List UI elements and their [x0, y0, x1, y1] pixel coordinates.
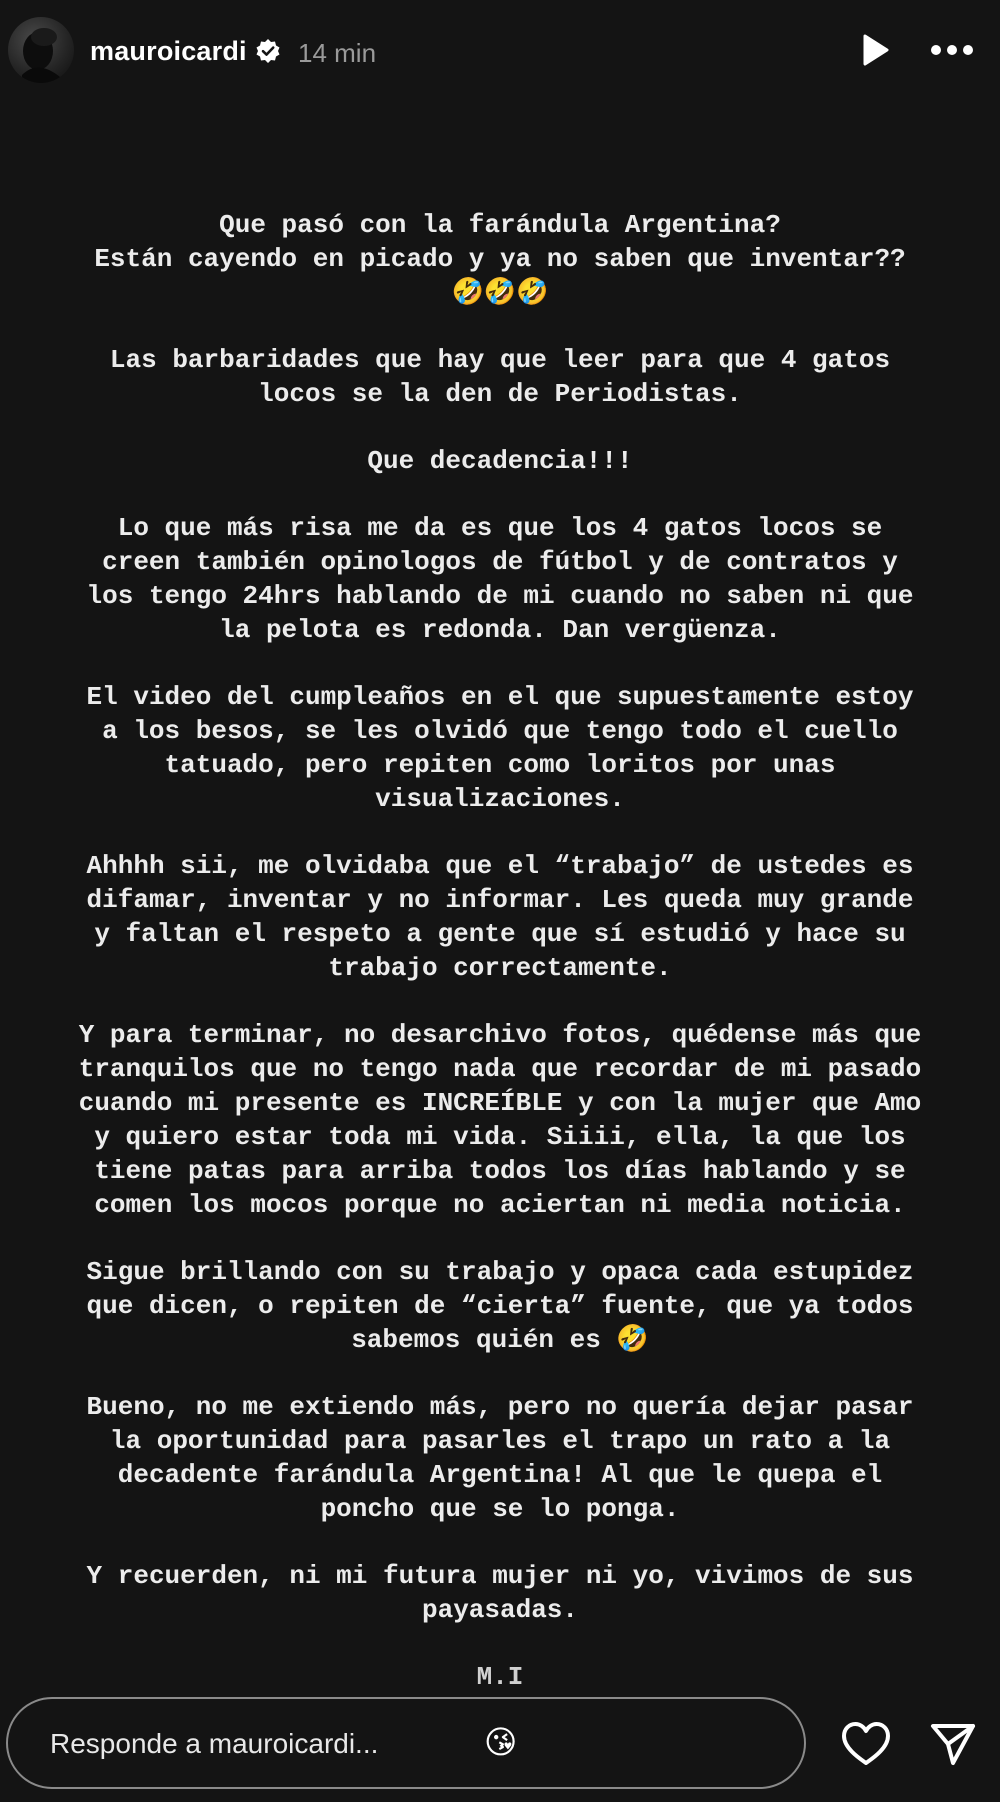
profile-avatar[interactable] [8, 17, 74, 83]
story-line: El video del cumpleaños en el que supuestamente estoy [86, 682, 914, 712]
story-line: creen también opinologos de fútbol y de contratos y [102, 547, 898, 577]
story-paragraph [0, 1390, 1000, 1526]
story-line: Lo que más risa me da es que los 4 gatos locos se [117, 513, 883, 543]
reply-input[interactable] [6, 1697, 806, 1789]
story-line: Sigue brillando con su trabajo y opaca cada estupidez [86, 1257, 914, 1287]
play-icon[interactable] [856, 32, 892, 68]
story-line: comen los mocos porque no aciertan ni media noticia. [94, 1190, 906, 1220]
reply-placeholder: Responde a mauroicardi... [50, 1728, 379, 1759]
story-line: la pelota es redonda. Dan vergüenza. [219, 615, 781, 645]
heart-icon[interactable] [840, 1720, 892, 1768]
story-text [0, 208, 1000, 1694]
story-line: tranquilos que no tengo nada que recordar de mi pasado [78, 1054, 922, 1084]
story-line: Bueno, no me extiendo más, pero no quería dejar pasar [86, 1392, 914, 1422]
story-line: Que decadencia!!! [367, 446, 633, 476]
story-line: a los besos, se les olvidó que tengo todo el cuello [102, 716, 898, 746]
story-line: los tengo 24hrs hablando de mi cuando no saben ni que [86, 581, 914, 611]
story-paragraph [0, 343, 1000, 411]
story-line: payasadas. [421, 1595, 579, 1625]
story-paragraph [0, 849, 1000, 985]
story-line: y quiero estar toda mi vida. Siiii, ella, la que los [94, 1122, 906, 1152]
story-line: tiene patas para arriba todos los días hablando y se [94, 1156, 906, 1186]
story-line: poncho que se lo ponga. [320, 1494, 680, 1524]
story-line: decadente farándula Argentina! Al que le quepa el [117, 1460, 883, 1490]
story-line: que dicen, o repiten de “cierta” fuente, que ya todos [86, 1291, 914, 1321]
story-line: tatuado, pero repiten como loritos por unas [164, 750, 836, 780]
story-paragraph [0, 1559, 1000, 1627]
more-options-icon[interactable] [928, 34, 976, 66]
story-line: y faltan el respeto a gente que sí estudió y hace su [94, 919, 906, 949]
story-line: locos se la den de Periodistas. [258, 379, 742, 409]
send-icon[interactable] [928, 1720, 978, 1768]
story-paragraph [0, 511, 1000, 647]
story-line: la oportunidad para pasarles el trapo un rato a la [109, 1426, 891, 1456]
story-paragraph [0, 1255, 1000, 1357]
story-line: 🤣🤣🤣 [451, 278, 549, 308]
story-line: Las barbaridades que hay que leer para que 4 gatos [109, 345, 891, 375]
story-paragraph [0, 444, 1000, 478]
username[interactable]: mauroicardi [90, 36, 247, 66]
story-line: cuando mi presente es INCREÍBLE y con la mujer que Amo [78, 1088, 922, 1118]
story-paragraph [0, 1018, 1000, 1222]
story-paragraph [0, 680, 1000, 816]
avatar-silhouette-icon [8, 17, 74, 83]
story-line: Están cayendo en picado y ya no saben que inventar?? [94, 244, 906, 274]
kiss-emoji-icon[interactable]: 😘 [484, 1723, 518, 1761]
story-paragraph [0, 208, 1000, 310]
signature: M.I [476, 1662, 524, 1692]
story-line: Que pasó con la farándula Argentina? [219, 210, 781, 240]
story-header [0, 0, 1000, 106]
story-line: trabajo correctamente. [328, 953, 672, 983]
story-line: sabemos quién es 🤣 [351, 1325, 649, 1355]
post-time: 14 min [298, 38, 377, 68]
story-line: Y recuerden, ni mi futura mujer ni yo, vivimos de sus [86, 1561, 914, 1591]
story-line: Ahhhh sii, me olvidaba que el “trabajo” de ustedes es [86, 851, 914, 881]
story-line: difamar, inventar y no informar. Les queda muy grande [86, 885, 914, 915]
story-line: Y para terminar, no desarchivo fotos, quédense más que [78, 1020, 922, 1050]
story-line: visualizaciones. [375, 784, 625, 814]
verified-badge-icon [255, 38, 281, 64]
